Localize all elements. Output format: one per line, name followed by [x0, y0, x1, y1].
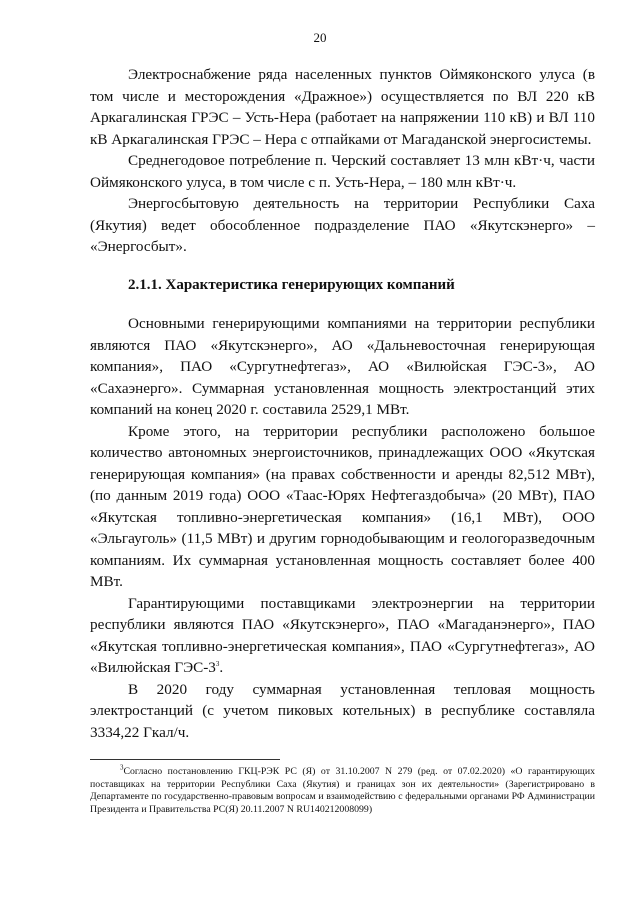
paragraph-energy-sales: Энергосбытовую деятельность на территории Республики Саха (Якутия) ведет обособленное подразделение ПАО «Якутскэнерго» – «Энергосбыт».	[90, 195, 595, 255]
footnote-reference[interactable]: 3	[215, 659, 220, 668]
paragraph-thermal-capacity: В 2020 году суммарная установленная тепловая мощность электростанций (с учетом пиковых котельных) в республике составляла 3334,22 Гкал/ч.	[90, 680, 595, 741]
page-number: 20	[313, 30, 327, 45]
footnote-mark: 3	[120, 763, 124, 772]
paragraph-power-supply: Электроснабжение ряда населенных пунктов Оймяконского улуса (в том числе и месторождения «Дражное») осуществляется по ВЛ 220 кВ Аркагалинская ГРЭС – Усть-Нера (работает на напряжении 110 кВ) и ВЛ 110 кВ Аркагалинская ГРЭС – Нера с отпайками от Магаданской энергосистемы.	[90, 66, 595, 148]
paragraph-consumption: Среднегодовое потребление п. Черский составляет 13 млн кВт·ч, части Оймяконского улуса, в том числе с п. Усть-Нера, – 180 млн кВт·ч.	[90, 152, 595, 191]
footnote-text: Согласно постановлению ГКЦ-РЭК РС (Я) от 31.10.2007 N 279 (ред. от 07.02.2020) «О гарантирующих поставщиках на территории Республики Саха (Якутия) и границах зон их деятельности» (Зарегистрировано в Департаменте по государственно-правовым вопросам и взаимодействию с федеральными органами РФ Администрации Президента и Правительства РС(Я) 20.11.2007 N RU140212008099)	[90, 766, 595, 815]
paragraph-autonomous-sources: Кроме этого, на территории республики расположено большое количество автономных энергоисточников, принадлежащих ООО «Якутская генерирующая компания» (на правах собственности и аренды 82,512 МВт), (по данным 2019 года) ООО «Таас-Юрях Нефтегаздобыча» (20 МВт), ПАО «Якутская топливно-энергетическая компания» (16,1 МВт), ООО «Эльгауголь» (11,5 МВт) и другим горнодобывающим и геологоразведочным компаниям. Их суммарная установленная мощность составляет более 400 МВт.	[90, 422, 595, 590]
paragraph-main-generators: Основными генерирующими компаниями на территории республики являются ПАО «Якутскэнерго», АО «Дальневосточная генерирующая компания», ПАО «Сургутнефтегаз», АО «Вилюйская ГЭС-3», АО «Сахаэнерго». Суммарная установленная мощность электростанций этих компаний на конец 2020 г. составила 2529,1 МВт.	[90, 315, 595, 418]
section-heading: 2.1.1. Характеристика генерирующих компаний	[128, 276, 455, 293]
suppliers-text: Гарантирующими поставщиками электроэнергии на территории республики являются ПАО «Якутскэнерго», ПАО «Магаданэнерго», ПАО «Якутская топливно-энергетическая компания», ПАО «Сургутнефтегаз», АО «Вилюйская ГЭС-3	[90, 594, 595, 676]
suppliers-text-end: .	[219, 659, 224, 676]
footnote-paragraph	[90, 763, 595, 816]
paragraph-guaranteeing-suppliers	[90, 593, 595, 679]
footnote	[90, 763, 595, 816]
body-text	[90, 64, 595, 743]
footnote-separator	[90, 759, 280, 760]
